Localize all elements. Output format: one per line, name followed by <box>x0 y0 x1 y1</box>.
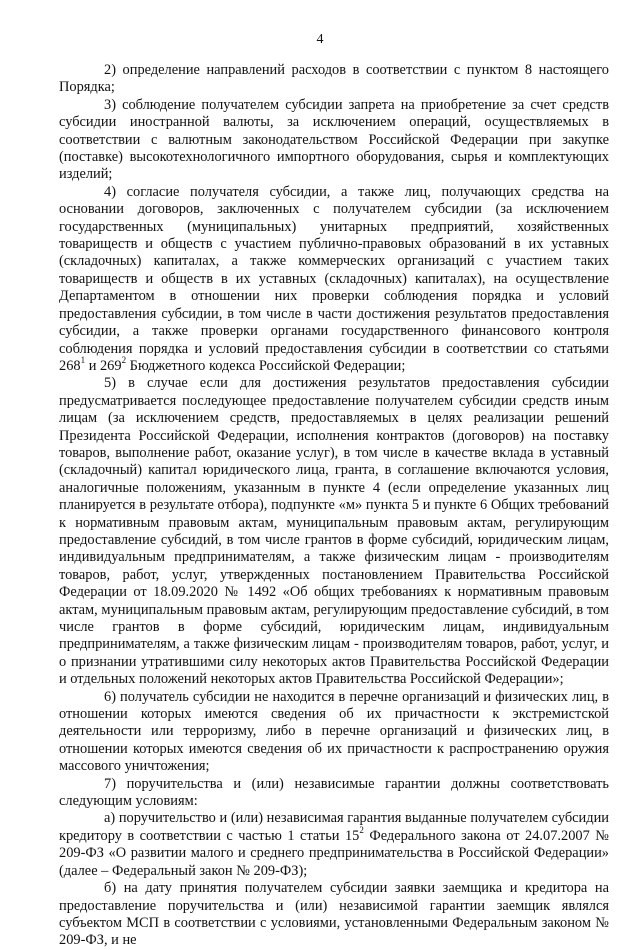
paragraph-4-text-a: 4) согласие получателя субсидии, а также лиц, получающих средства на основании договоров, заключенных с получателем субсидии (за исключением государственных (муниципальных) унитарных предприятий, хозяйственных товариществ и обществ с участием публично-правовых образований в их уставных (складочных) капиталах, а также коммерческих организаций с участием таких товариществ и обществ в их уставных (складочных) капиталах), на осуществление Департаментом в отношении них проверки соблюдения порядка и условий предоставления субсидии, в том числе в части достижения результатов предоставления субсидии, а также проверки органами государственного финансового контроля соблюдения порядка и условий предоставления субсидии в соответствии со статьями 268 <box>59 183 609 374</box>
paragraph-4 <box>59 184 609 375</box>
paragraph-7: 7) поручительства и (или) независимые гарантии должны соответствовать следующим условиям: <box>59 775 609 810</box>
paragraph-7a-text-b: Федерального закона от 24.07.2007 № 209-ФЗ «О развитии малого и среднего предпринимательства в Российской Федерации» (далее – Федеральный закон № 209-ФЗ); <box>59 827 609 879</box>
paragraph-2: 2) определение направлений расходов в соответствии с пунктом 8 настоящего Порядка; <box>59 62 609 96</box>
superscript: 2 <box>121 355 127 366</box>
paragraph-7a-text-a: а) поручительство и (или) независимая гарантия выданные получателем субсидии кредитору в соответствии с частью 1 статьи 15 <box>59 810 609 844</box>
paragraph-7a <box>59 810 609 880</box>
document-body <box>59 62 609 950</box>
paragraph-3: 3) соблюдение получателем субсидии запрета на приобретение за счет средств субсидии иностранной валюты, за исключением операций, осуществляемых в соответствии с валютным законодательством Российской Федерации при закупке (поставке) высокотехнологичного импортного оборудования, сырья и комплектующих изделий; <box>59 96 609 183</box>
paragraph-6: 6) получатель субсидии не находится в перечне организаций и физических лиц, в отношении которых имеются сведения об их причастности к экстремистской деятельности или терроризму, либо в перечне организаций и физических лиц, в отношении которых имеются сведения об их причастности к распространению оружия массового уничтожения; <box>59 688 609 775</box>
superscript: 2 <box>359 825 364 836</box>
paragraph-7b: б) на дату принятия получателем субсидии заявки заемщика и кредитора на предоставление поручительства и (или) независимой гарантии заемщик являлся субъектом МСП в соответствии с условиями, установленными Федеральным законом № 209-ФЗ, и не <box>59 880 609 949</box>
paragraph-4-text-c: Бюджетного кодекса Российской Федерации; <box>126 357 406 374</box>
paragraph-4-text-b: и 269 <box>85 357 122 374</box>
paragraph-5: 5) в случае если для достижения результатов предоставления субсидии предусматривается последующее предоставление получателем субсидии средств иным лицам (за исключением средств, предоставляемых в целях реализации решений Президента Российской Федерации, исполнения контрактов (договоров) на поставку товаров, выполнение работ, оказание услуг), в том числе в качестве вклада в уставный (складочный) капитал юридического лица, гранта, в соглашение включаются условия, аналогичные положениям, указанным в пункте 4 (если определение указанных лиц планируется в результате отбора), подпункте «м» пункта 5 и пункте 6 Общих требований к нормативным правовым актам, муниципальным правовым актам, регулирующим предоставление субсидий, в том числе грантов в форме субсидий, юридическим лицам, индивидуальным предпринимателям, а также физическим лицам - производителям товаров, работ, услуг, утвержденных постановлением Правительства Российской Федерации от 18.09.2020 № 1492 «Об общих требованиях к нормативным правовым актам, муниципальным правовым актам, регулирующим предоставление субсидий, в том числе грантов в форме субсидий, юридическим лицам, индивидуальным предпринимателям, а также физическим лицам - производителям товаров, работ, услуг, и о признании утратившими силу некоторых актов Правительства Российской Федерации и отдельных положений некоторых актов Правительства Российской Федерации»; <box>59 375 609 688</box>
page-number: 4 <box>316 32 324 47</box>
superscript: 1 <box>80 355 86 366</box>
